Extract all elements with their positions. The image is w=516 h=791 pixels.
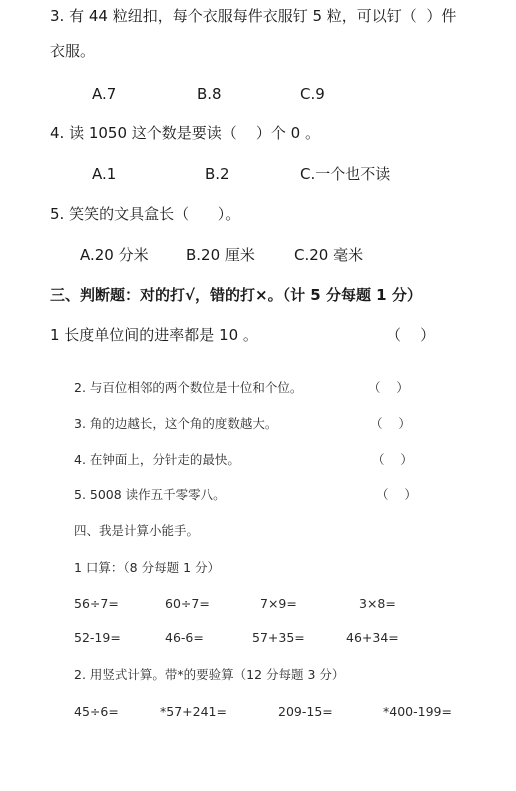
section3-heading: 三、判断题：对的打√，错的打×。（计 5 分每题 1 分） [50,286,422,304]
q5-option-b: B.20 厘米 [186,246,255,264]
q3-stem-line1: 3. 有 44 粒纽扣，每个衣服每件衣服钉 5 粒，可以钉（ ）件 [50,7,457,25]
oral-calc-5: 52-19= [74,630,121,645]
q4-stem: 4. 读 1050 这个数是要读（ ）个 0 。 [50,124,320,142]
q4-option-c: C.一个也不读 [300,165,391,183]
q5-option-a: A.20 分米 [80,246,149,264]
q4-option-b: B.2 [205,165,230,183]
judge-item-2-paren: （ ） [368,380,409,395]
q3-option-c: C.9 [300,85,325,103]
vertical-calc-3: 209-15= [278,704,333,719]
q4-option-a: A.1 [92,165,117,183]
judge-item-5-paren: （ ） [376,487,417,502]
judge-item-5-text: 5. 5008 读作五千零零八。 [74,487,226,502]
vertical-calc-1: 45÷6= [74,704,119,719]
judge-item-3-paren: （ ） [370,416,411,431]
q3-option-a: A.7 [92,85,117,103]
judge-item-2-text: 2. 与百位相邻的两个数位是十位和个位。 [74,380,303,395]
q3-option-b: B.8 [197,85,222,103]
q5-option-c: C.20 毫米 [294,246,364,264]
oral-calc-7: 57+35= [252,630,305,645]
q3-stem-line2: 衣服。 [50,42,96,60]
oral-calc-4: 3×8= [359,596,396,611]
vertical-calc-2: *57+241= [160,704,227,719]
oral-calc-2: 60÷7= [165,596,210,611]
judge-item-4-paren: （ ） [372,452,413,467]
oral-calc-8: 46+34= [346,630,399,645]
q5-stem: 5. 笑笑的文具盒长（ ）。 [50,205,241,223]
oral-calc-1: 56÷7= [74,596,119,611]
judge-item-4-text: 4. 在钟面上，分针走的最快。 [74,452,240,467]
oral-calc-title: 1 口算：（8 分每题 1 分） [74,560,221,575]
oral-calc-3: 7×9= [260,596,297,611]
judge-item-1-paren: （ ） [386,326,436,344]
vertical-calc-title: 2. 用竖式计算。带*的要验算（12 分每题 3 分） [74,667,345,682]
oral-calc-6: 46-6= [165,630,204,645]
judge-item-1-text: 1 长度单位间的进率都是 10 。 [50,326,258,344]
vertical-calc-4: *400-199= [383,704,452,719]
section4-heading: 四、我是计算小能手。 [74,523,200,538]
judge-item-3-text: 3. 角的边越长，这个角的度数越大。 [74,416,278,431]
